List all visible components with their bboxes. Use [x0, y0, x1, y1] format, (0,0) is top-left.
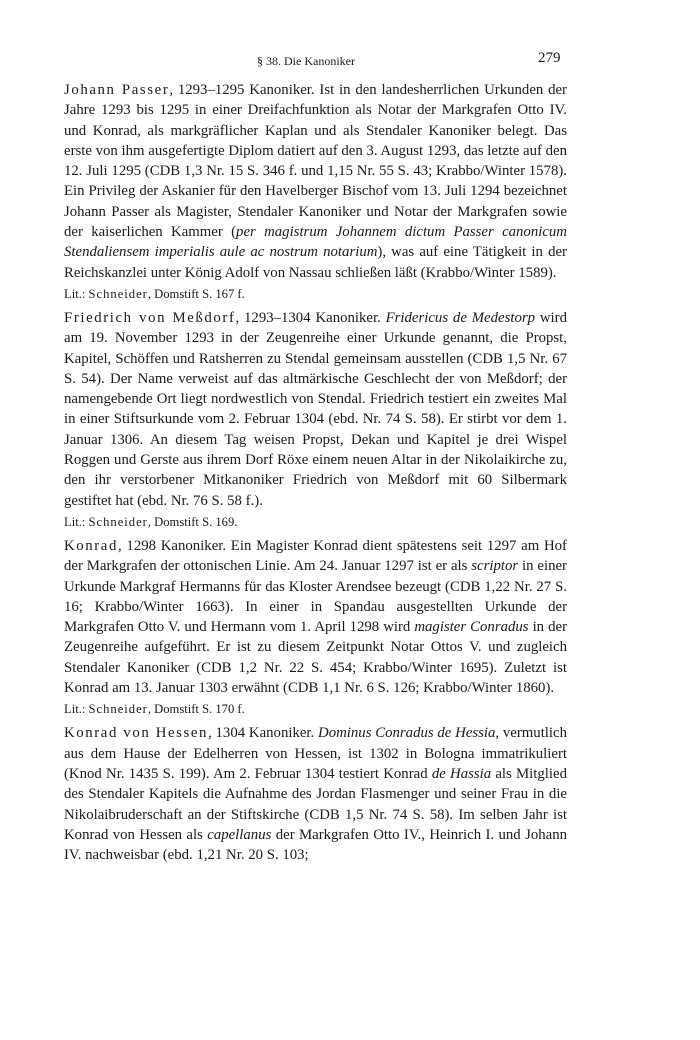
lit-author: Schneider: [88, 514, 148, 529]
lit-author: Schneider: [88, 702, 148, 717]
literature-reference: [64, 285, 567, 304]
entry-konrad-von-hessen: [64, 723, 567, 865]
entry-konrad: [64, 536, 567, 698]
entry-text: , 1298 Kanoniker. Ein Magister Konrad dient spätestens seit 1297 am Hof der Markgrafen der ottonischen Linie. Am 24. Januar 1297 ist er als: [64, 537, 567, 575]
latin-name: Fridericus de Medestorp: [385, 309, 536, 326]
entry-text: , vermutlich aus dem Hause der Edelherren von Hessen, ist 1302 in Bologna immatrikuliert (Knod Nr. 1435 S. 199). Am 2. Februar 1304 testiert Konrad: [64, 725, 567, 782]
body-text: [64, 80, 567, 865]
entry-name: Friedrich von Meßdorf: [64, 309, 236, 326]
running-title: § 38. Die Kanoniker: [257, 54, 355, 68]
entry-text: in einer Urkunde Markgraf Hermanns für das Kloster Arendsee bezeugt (CDB 1,22 Nr. 27 S. 16; Krabbo/Winter 1663). In einer in Spandau ausgestellten Urkunde der Markgrafen Otto V. und Hermann vom 1. April 1298 wird: [64, 558, 567, 636]
entry-name: Konrad: [64, 537, 118, 554]
lit-source: , Domstift S. 167 f.: [147, 286, 245, 301]
latin-term: de Hassia: [431, 765, 492, 782]
entry-text: in der Zeugenreihe aufgeführt. Er ist zu diesem Zeitpunkt Notar Ottos V. und zugleich Stendaler Kanoniker (CDB 1,2 Nr. 22 S. 454; Krabbo/Winter 1695). Zuletzt ist Konrad am 13. Januar 1303 erwähnt (CDB 1,1 Nr. 6 S. 126; Krabbo/Winter 1860).: [64, 619, 567, 697]
running-head: [0, 50, 700, 70]
latin-term: magister Conradus: [414, 619, 529, 636]
lit-source: , Domstift S. 170 f.: [147, 702, 245, 717]
entry-text: der Markgrafen Otto IV., Heinrich I. und Johann IV. nachweisbar (ebd. 1,21 Nr. 20 S. 103;: [64, 826, 567, 864]
lit-prefix: Lit.:: [64, 514, 89, 529]
entry-text: ), was auf eine Tätigkeit in der Reichskanzlei unter König Adolf von Nassau schließen läßt (Krabbo/Winter 1589).: [64, 244, 567, 281]
lit-author: Schneider: [88, 286, 148, 301]
latin-term: capellanus: [207, 826, 272, 843]
entry-friedrich-von-messdorf: [64, 308, 567, 511]
literature-reference: [64, 513, 567, 532]
latin-term: scriptor: [471, 558, 519, 575]
entry-name: Johann Passer: [64, 82, 170, 98]
entry-text: als Mitglied des Stendaler Kapitels die Aufnahme des Jordan Flasmenger und seiner Frau in die Nikolaibruderschaft an der Stiftskirche (CDB 1,5 Nr. 74 S. 58). Im selben Jahr ist Konrad von Hessen als: [64, 765, 567, 843]
lit-prefix: Lit.:: [64, 702, 89, 717]
entry-text: , 1293–1295 Kanoniker. Ist in den landesherrlichen Urkunden der Jahre 1293 bis 1295 in einer Dreifachfunktion als Notar der Markgrafen Otto IV. und Konrad, als markgräflicher Kaplan und als Stendaler Kanoniker belegt. Das erste von ihm ausgefertigte Diplom datiert auf den 3. August 1293, das letzte auf den 12. Juli 1295 (CDB 1,3 Nr. 15 S. 346 f. und 1,15 Nr. 55 S. 43; Krabbo/Winter 1578). Ein Privileg der Askanier für den Havelberger Bischof vom 13. Juli 1294 bezeichnet Johann Passer als Magister, Stendaler Kanoniker und Notar der Markgrafen sowie der kaiserlichen Kammer (: [64, 82, 567, 241]
lit-source: , Domstift S. 169.: [147, 514, 238, 529]
entry-text: wird am 19. November 1293 in der Zeugenreihe einer Urkunde genannt, die Propst, Kapitel, Schöffen und Ratsherren zu Stendal gemeinsam ausstellen (CDB 1,5 Nr. 67 S. 54). Der Name verweist auf das altmärkische Geschlecht der von Meßdorf; der namengebende Ort liegt nordwestlich von Stendal. Friedrich testiert ein zweites Mal in einer Stiftsurkunde vom 2. Februar 1304 (ebd. Nr. 74 S. 58). Er stirbt vor dem 1. Januar 1306. An diesem Tag weisen Propst, Dekan und Kapitel je drei Wispel Roggen und Gerste aus ihrem Dorf Röxe einem neuen Altar in der Nikolaikirche zu, den ihr verstorbener Mitkanoniker Friedrich von Meßdorf mit 60 Silbermark gestiftet hat (ebd. Nr. 76 S. 58 f.).: [64, 309, 567, 509]
entry-text: , 1304 Kanoniker.: [208, 725, 319, 742]
entry-name: Konrad von Hessen: [64, 725, 209, 742]
literature-reference: [64, 700, 567, 719]
entry-text: , 1293–1304 Kanoniker.: [235, 309, 386, 326]
entry-johann-passer: [64, 80, 567, 283]
page-number: 279: [538, 50, 561, 66]
latin-name: Dominus Conradus de Hessia: [318, 725, 496, 742]
lit-prefix: Lit.:: [64, 286, 89, 301]
latin-quote: per magistrum Johannem dictum Passer canonicum Stendaliensem imperialis aule ac nostrum notarium: [64, 224, 567, 261]
